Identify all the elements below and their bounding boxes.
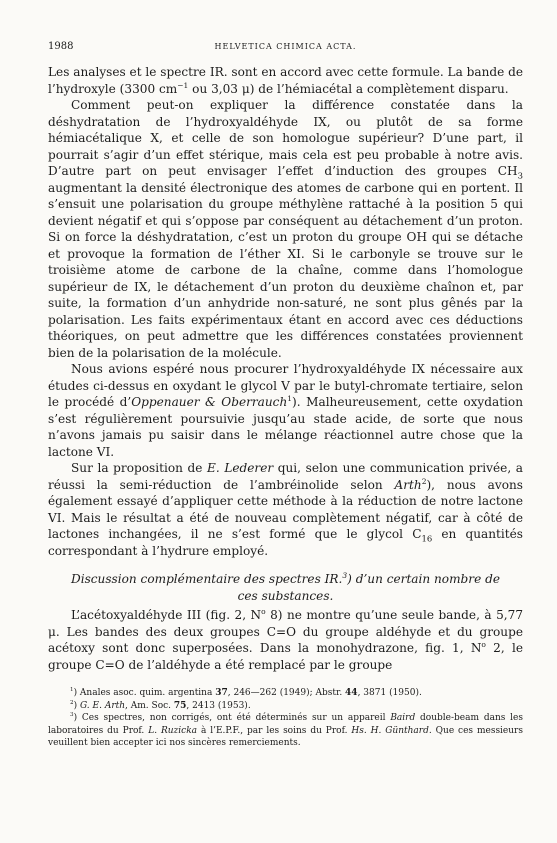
paragraph-3 [48, 361, 523, 460]
footnote-2-volume: 75 [173, 700, 187, 711]
journal-page [48, 41, 523, 750]
paragraph-1-superscript: −1 [177, 80, 189, 90]
paragraph-3-text-a: Nous avions espéré nous procurer l’hydroxyaldéhyde IX nécessaire aux études ci-dessus en oxydant le glycol V par le butyl-chromate tertiaire, selon le procédé d’ [48, 362, 523, 409]
running-header [48, 41, 523, 55]
footnote-ref-3: 3 [342, 570, 348, 580]
paragraph-1-text-b: ou 3,03 μ) de l’hémiacétal a complètement disparu. [188, 81, 509, 96]
footnote-2-text-c: , 2413 (1953). [186, 700, 251, 711]
paragraph-4-text-b: qui, selon une communication privée, a réussi la semi-réduction de l’ambréinolide selon [48, 461, 523, 492]
paragraph-4-text-c: ), nous avons également essayé d’appliquer cette méthode à la réduction de notre lactone VI. Mais le résultat a été de nouveau complètement négatif, car à côté de lactones inchangées, il ne s’est formé que le glycol C [48, 477, 523, 541]
section-heading-text-a: Discussion complémentaire des spectres IR. [71, 572, 343, 586]
footnote-1-text-a: ) Anales asoc. quim. argentina [73, 688, 216, 698]
footnote-3-text-d: . Que ces messieurs veuillent bien accepter ici nos sincères remerciements. [48, 725, 523, 748]
paragraph-4-text-a: Sur la proposition de [71, 461, 208, 475]
footnote-ref-1: 1 [287, 393, 293, 403]
paragraph-5-superscript-a: o [261, 606, 266, 616]
footnote-1-volume: 37 [215, 688, 228, 698]
paragraph-3-text-b: ). Malheureusement, cette oxydation s’est régulièrement poursuivie jusqu’au stade acide, de sorte que nous n’avons jamais pu saisir dans le mélange réactionnel autre chose que la lactone VI. [48, 395, 523, 459]
footnote-1 [48, 687, 523, 700]
footnote-3-device: Baird [390, 713, 416, 723]
footnotes [48, 687, 523, 750]
paragraph-5-text-b: 8) ne montre qu’une seule bande, à 5,77 μ. Les bandes des deux groupes C=O du groupe aldéhyde et du groupe acétoxy sont donc superposées. Dans la monohydrazone, fig. 1, N [48, 608, 524, 655]
paragraph-2 [48, 97, 523, 361]
footnote-3 [48, 712, 523, 750]
paragraph-4-name-arth: Arth [394, 477, 422, 492]
footnote-2-author: G. E. Arth [79, 700, 126, 711]
paragraph-3-authors: Oppenauer & Oberrauch [131, 395, 288, 409]
footnote-3-prof-ruzicka: L. Ruzicka [148, 725, 198, 736]
running-title: HELVETICA CHIMICA ACTA. [214, 42, 357, 51]
paragraph-5-superscript-b: o [481, 639, 486, 649]
paragraph-5-text-a: L’acétoxyaldéhyde III (fig. 2, N [71, 608, 262, 622]
footnote-3-text-a: ) Ces spectres, non corrigés, ont été déterminés sur un appareil [73, 713, 391, 723]
paragraph-1-text-a: Les analyses et le spectre IR. sont en accord avec cette formule. La bande de l’hydroxyle (3300 cm [48, 65, 524, 96]
footnote-3-prof-gunthard: Hs. H. Günthard [351, 725, 429, 736]
paragraph-2-subscript: 3 [517, 170, 523, 181]
paragraph-4-name-lederer: E. Lederer [207, 461, 274, 475]
footnote-1-text-c: , 3871 (1950). [357, 688, 422, 698]
footnote-2-text-a: ) [73, 700, 80, 711]
paragraph-5-text-c: 2, le groupe C=O de l’aldéhyde a été remplacé par le groupe [48, 641, 523, 672]
paragraph-2-text-a: Comment peut-on expliquer la différence constatée dans la déshydratation de l’hydroxyaldéhyde IX, ou plutôt de sa forme hémiacétalique X, et celle de son homologue supérieur? D’une part, il pourrait s’agir d’un effet stérique, mais cela est peu probable à notre avis. D’autre part on peut envisager l’effet d’induction des groupes CH [48, 98, 523, 178]
footnote-1-volume-2: 44 [345, 688, 358, 698]
page-number: 1988 [48, 41, 74, 52]
paragraph-4 [48, 460, 523, 559]
footnote-1-mark: 1 [70, 687, 74, 693]
paragraph-5 [48, 607, 523, 673]
paragraph-2-text-b: augmentant la densité électronique des atomes de carbone qui en portent. Il s’ensuit une polarisation du groupe méthylène rattaché à la position 5 qui devient négatif et qui s’oppose par conséquent au détachement d’un proton. Si on force la déshydratation, c’est un proton du groupe OH qui se détache et provoque la formation de l’éther XI. Si le carbonyle se trouve sur le troisième atome de carbone de la chaîne, comme dans l’homologue supérieur de IX, le détachement d’un proton du deuxième chaînon et, par suite, la formation d’un anhydride non-saturé, ne sont plus gênés par la polarisation. Les faits expérimentaux étant en accord avec ces déductions théoriques, on peut admettre que les différences constatées proviennent bien de la polarisation de la molécule. [48, 180, 523, 360]
footnote-3-text-c: à l’E.P.F., par les soins du Prof. [197, 725, 352, 736]
footnote-3-text-b: double-beam dans les laboratoires du Prof. [48, 713, 523, 736]
footnote-ref-2: 2 [421, 476, 427, 486]
paragraph-1 [48, 64, 523, 97]
article-body [48, 64, 523, 673]
section-heading [68, 571, 503, 604]
footnote-3-mark: 3 [70, 712, 74, 718]
footnote-2-text-b: , Am. Soc. [125, 700, 174, 711]
paragraph-4-subscript: 16 [421, 533, 433, 544]
footnote-2 [48, 700, 523, 713]
footnote-2-mark: 2 [70, 699, 74, 706]
paragraph-4-text-d: en quantités correspondant à l’hydrure employé. [48, 527, 524, 558]
section-heading-text-b: ) d’un certain nombre de ces substances. [237, 572, 500, 603]
footnote-1-text-b: , 246—262 (1949); Abstr. [227, 688, 346, 698]
